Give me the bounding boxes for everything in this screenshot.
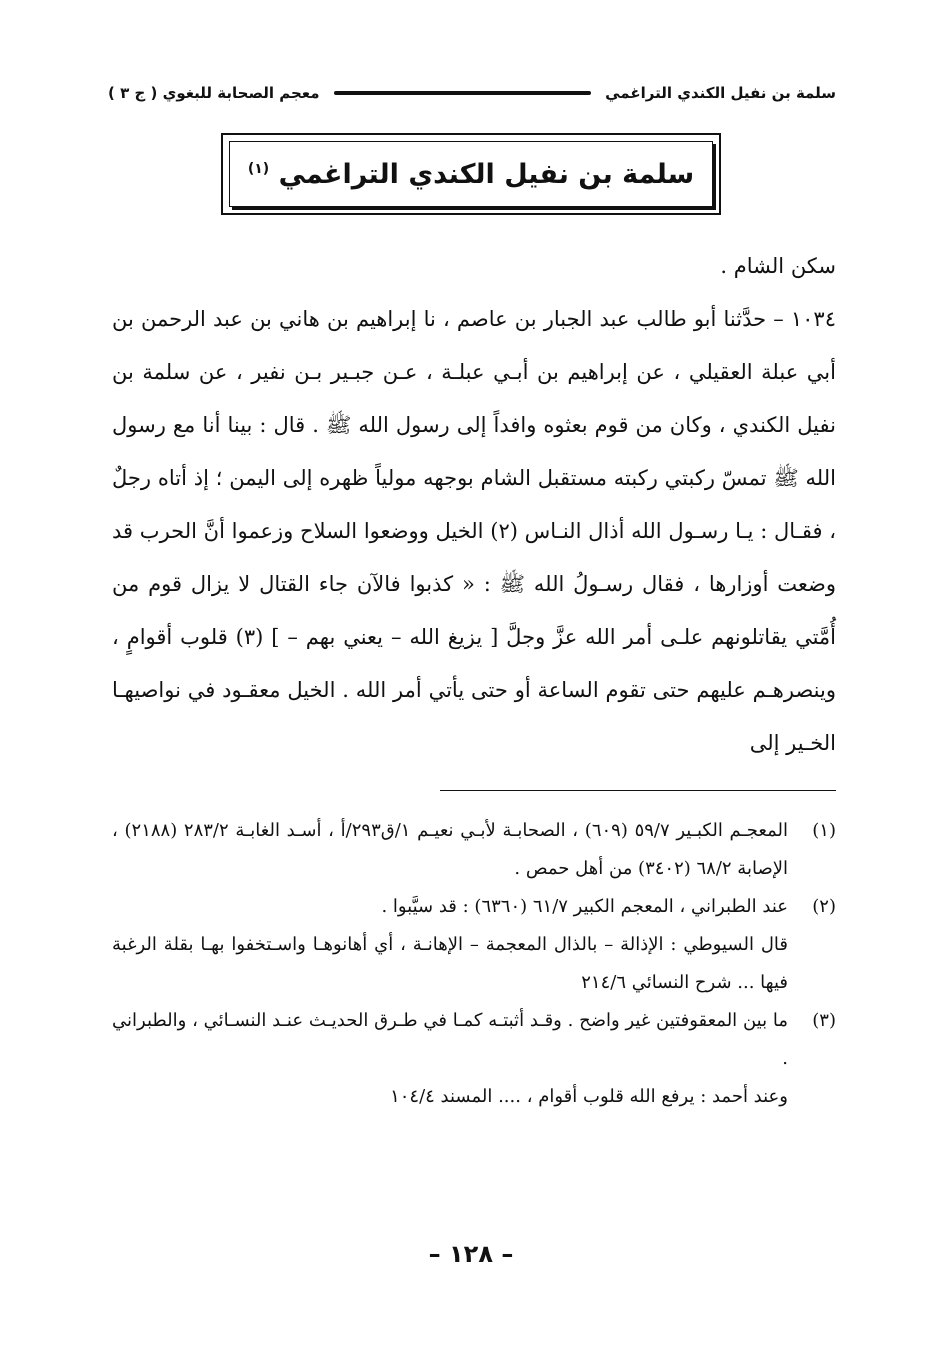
footnote-text: عند الطبراني ، المعجم الكبير ٦١/٧ (٦٣٦٠) : قد سيَّبوا . bbox=[381, 896, 788, 917]
footnote-3-continuation: وعند أحمد : يرفع الله قلوب أقوام ، .... المسند ١٠٤/٤ bbox=[390, 1086, 788, 1107]
footnote-text: المعجـم الكبـير ٥٩/٧ (٦٠٩) ، الصحابـة لأبـي نعيـم ١/ق٢٩٣/أ ، أسـد الغابـة ٢٨٣/٢ (٢١٨٨) ، الإصابة ٦٨/٢ (٣٤٠٢) من أهل حمص . bbox=[112, 820, 788, 879]
footnotes bbox=[112, 812, 836, 1116]
running-header bbox=[108, 78, 836, 108]
title-box-inner bbox=[229, 141, 713, 207]
body-first-line: سكن الشام . bbox=[720, 254, 836, 278]
title-footnote-ref: (١) bbox=[247, 160, 270, 177]
footnote-3 bbox=[112, 1002, 836, 1078]
running-header-chapter: سلمة بن نفيل الكندي التراغمي bbox=[605, 84, 836, 102]
footnote-number: (٢) bbox=[812, 896, 836, 917]
footnote-1 bbox=[112, 812, 836, 888]
page-number: – ١٢٨ – bbox=[428, 1240, 514, 1268]
footnote-2 bbox=[112, 888, 836, 926]
entry-title bbox=[248, 159, 694, 190]
footnote-number: (١) bbox=[812, 820, 836, 841]
footnote-divider bbox=[440, 790, 836, 791]
footnote-text: ما بين المعقوفتين غير واضح . وقـد أثبتـه كمـا في طـرق الحديـث عنـد النسـائي ، والطبراني . bbox=[112, 1010, 788, 1069]
entry-title-text: سلمة بن نفيل الكندي التراغمي bbox=[278, 158, 695, 190]
main-text bbox=[112, 240, 836, 770]
header-rule bbox=[334, 91, 592, 95]
footnote-number: (٣) bbox=[812, 1010, 836, 1031]
hadith-paragraph: ١٠٣٤ – حدَّثنا أبو طالب عبد الجبار بن عاصم ، نا إبراهيم بن هاني بن عبد الرحمن بن أبي عبلة العقيلي ، عن إبراهيم بن أبـي عبلـة ، عـن جبـير بـن نفير ، عن سلمة بن نفيل الكندي ، وكان من قوم بعثوه وافداً إلى رسول الله ﷺ . قال : بينا أنا مع رسول الله ﷺ تمسّ ركبتي ركبته مستقبل الشام بوجهه مولياً ظهره إلى اليمن ؛ إذ أتاه رجلٌ ، فقـال : يـا رسـول الله أذال النـاس (٢) الخيل ووضعوا السلاح وزعموا أنَّ الحرب قد وضعت أوزارها ، فقال رسـولُ الله ﷺ : « كذبوا فالآن جاء القتال لا يزال قوم من أُمَّتي يقاتلونهم علـى أمر الله عزَّ وجلَّ [ يزيغ الله – يعني بهم – ] (٣) قلوب أقوامٍ ، وينصرهـم عليهم حتى تقوم الساعة أو حتى يأتي أمر الله . الخيل معقـود في نواصيهـا الخـير إلى bbox=[112, 307, 836, 755]
footnote-2-continuation: قال السيوطي : الإذالة – بالذال المعجمة – الإهانـة ، أي أهانوهـا واسـتخفوا بهـا بقلة الرغبة فيها ... شرح النسائي ٢١٤/٦ bbox=[112, 934, 788, 993]
running-header-book: معجم الصحابة للبغوي ( ج ٣ ) bbox=[108, 84, 320, 102]
title-box bbox=[221, 133, 721, 215]
